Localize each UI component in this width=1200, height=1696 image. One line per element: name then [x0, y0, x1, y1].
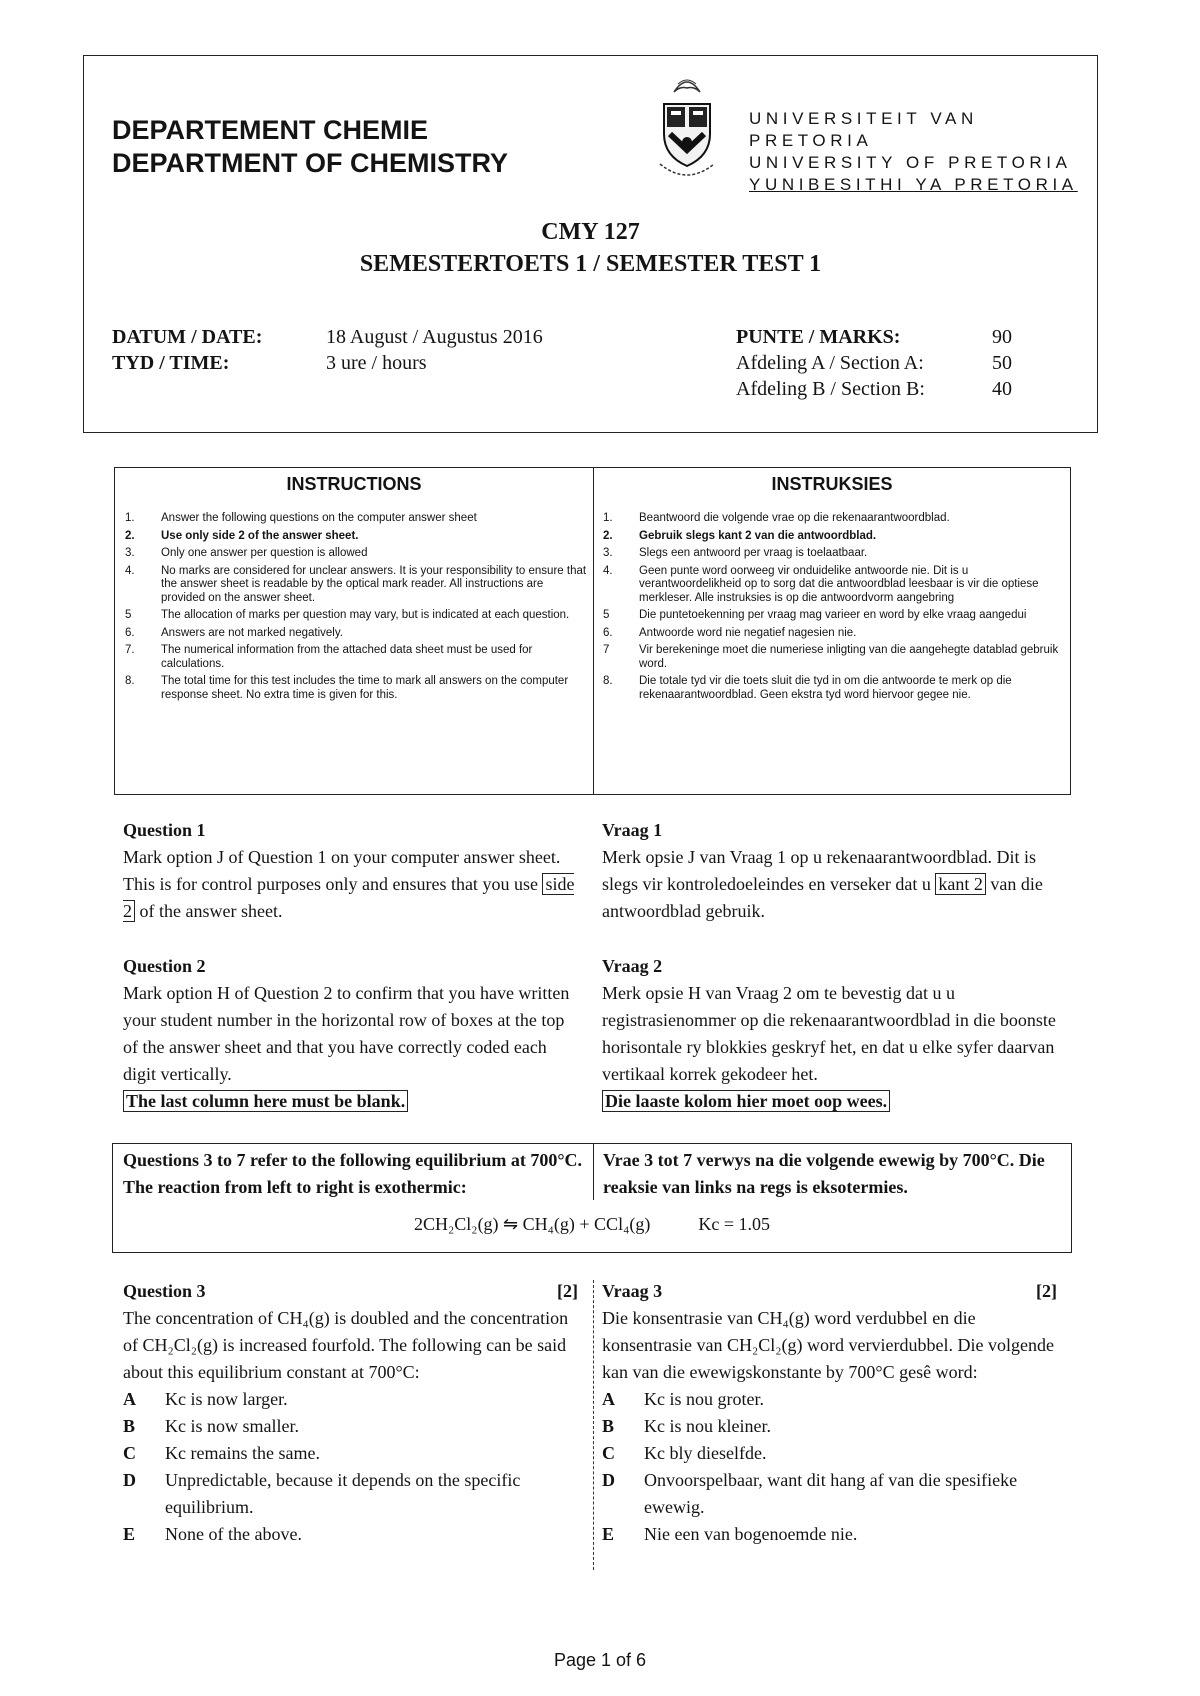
instruction-item [603, 609, 1065, 623]
column-divider [593, 1144, 594, 1200]
instruction-item [125, 530, 587, 544]
item-text: Use only side 2 of the answer sheet. [161, 529, 359, 542]
option-letter: C [123, 1443, 136, 1463]
answer-option [602, 1467, 1057, 1521]
question-header [602, 1278, 1057, 1305]
item-text: Slegs een antwoord per vraag is toelaatbaar. [639, 547, 868, 559]
column-divider [593, 468, 594, 794]
department-name [112, 114, 508, 180]
option-text: Kc is now smaller. [165, 1416, 299, 1436]
instruction-item [603, 547, 1065, 561]
text-part: Mark option J of Question 1 on your computer answer sheet. This is for control purposes only and ensures that you use [123, 847, 561, 894]
equilibrium-equation [113, 1214, 1071, 1235]
section-a-value: 50 [992, 352, 1012, 374]
instructions-list-afrikaans [603, 512, 1065, 706]
instruksies-heading: INSTRUKSIES [771, 474, 893, 494]
dept-afrikaans: DEPARTEMENT CHEMIE [112, 115, 429, 145]
options-list [123, 1386, 578, 1548]
instructions-table [114, 467, 1071, 795]
instruction-item [125, 512, 587, 526]
boxed-keyword: kant 2 [935, 873, 986, 895]
option-text: Nie een van bogenoemde nie. [644, 1524, 858, 1544]
header-box [83, 55, 1098, 433]
university-crest-icon [642, 64, 732, 184]
instruction-item [125, 547, 587, 561]
marks-value: 90 [992, 326, 1012, 348]
boxed-keyword: side 2 [123, 874, 575, 921]
option-text: Kc is now larger. [165, 1389, 288, 1409]
question-title: Question 2 [123, 956, 206, 976]
text-part: van die antwoordblad gebruik. [602, 874, 1043, 921]
item-text: The numerical information from the attached data sheet must be used for calculations. [161, 644, 533, 670]
question-3-english [123, 1278, 578, 1548]
item-text: Answer the following questions on the computer answer sheet [161, 512, 477, 524]
item-number: 3. [603, 547, 613, 559]
instruction-item [603, 675, 1065, 702]
item-number: 6. [125, 626, 135, 639]
time-value: 3 ure / hours [326, 352, 427, 374]
question-title: Question 1 [123, 820, 206, 840]
univ-afrikaans: UNIVERSITEIT VAN PRETORIA [749, 109, 978, 150]
question-3-afrikaans [602, 1278, 1057, 1548]
option-letter: C [602, 1443, 615, 1463]
item-text: No marks are considered for unclear answers. It is your responsibility to ensure that the answer sheet is readable by the optical mark reader. All instructions are provided on the answer sheet. [161, 564, 587, 604]
item-number: 2. [603, 529, 613, 542]
date-label: DATUM / DATE: [112, 326, 263, 348]
instruction-item [125, 675, 587, 702]
question-title: Vraag 3 [602, 1281, 663, 1301]
column-divider [593, 1280, 594, 1570]
question-text: Die konsentrasie van CH₄(g) word verdubbel en die konsentrasie van CH₂Cl₂(g) word vervierdubbel. Die volgende kan van die ewewigskonstante by 700°C gesê word: [602, 1308, 1054, 1382]
question-header [123, 1278, 578, 1305]
item-text: Die totale tyd vir die toets sluit die tyd in om die antwoorde te merk op die rekenaarantwoordblad. Geen ekstra tyd word hiervoor gegee nie. [639, 675, 1012, 701]
dept-english: DEPARTMENT OF CHEMISTRY [112, 148, 508, 178]
item-number: 2. [125, 529, 135, 542]
instruction-item [603, 565, 1065, 606]
item-text: Answers are not marked negatively. [161, 626, 343, 639]
marks-badge: [2] [1036, 1281, 1057, 1301]
test-title: SEMESTERTOETS 1 / SEMESTER TEST 1 [359, 251, 822, 277]
item-text: The allocation of marks per question may vary, but is indicated at each question. [161, 609, 570, 621]
marks-badge: [2] [557, 1281, 578, 1301]
question-text: Mark option H of Question 2 to confirm that you have written your student number in the horizontal row of boxes at the top of the answer sheet and that you have correctly coded each digit vertically. [123, 983, 570, 1084]
question-text [123, 844, 578, 925]
equilibrium-intro-english: Questions 3 to 7 refer to the following equilibrium at 700°C. The reaction from left to right is exothermic: [123, 1150, 583, 1197]
marks-labels [736, 324, 925, 402]
question-text: Merk opsie H van Vraag 2 om te bevestig dat u u registrasienommer op die rekenaarantwoordblad in die boonste horisontale ry blokkies geskryf het, en dat u elke syfer daarvan vertikaal korrek gekodeer het. [602, 983, 1056, 1084]
option-text: Unpredictable, because it depends on the specific equilibrium. [165, 1470, 521, 1517]
question-2-english [123, 953, 578, 1115]
answer-option [123, 1521, 578, 1548]
option-letter: B [123, 1416, 136, 1436]
option-letter: E [123, 1524, 136, 1544]
univ-english: UNIVERSITY OF PRETORIA [749, 153, 1072, 172]
answer-option [602, 1386, 1057, 1413]
date-time-values [326, 324, 543, 376]
question-text: The concentration of CH₄(g) is doubled and the concentration of CH₂Cl₂(g) is increased fourfold. The following can be said about this equilibrium constant at 700°C: [123, 1308, 569, 1382]
section-b-label: Afdeling B / Section B: [736, 378, 925, 400]
answer-option [602, 1413, 1057, 1440]
course-code: CMY 127 [541, 219, 640, 245]
item-number: 7 [603, 644, 610, 656]
option-letter: A [602, 1389, 615, 1409]
date-value: 18 August / Augustus 2016 [326, 326, 543, 348]
item-number: 4. [125, 564, 135, 577]
answer-option [123, 1413, 578, 1440]
kc-value: Kc = 1.05 [698, 1214, 770, 1234]
instruction-item [603, 644, 1065, 671]
item-number: 6. [603, 626, 613, 639]
question-title: Vraag 2 [602, 956, 663, 976]
option-text: None of the above. [165, 1524, 302, 1544]
item-number: 7. [125, 644, 135, 656]
option-text: Kc remains the same. [165, 1443, 320, 1463]
question-2-afrikaans [602, 953, 1064, 1115]
time-label: TYD / TIME: [112, 352, 230, 374]
answer-option [123, 1467, 578, 1521]
options-list [602, 1386, 1057, 1548]
item-text: Vir berekeninge moet die numeriese inligting van die aangehegte datablad gebruik word. [639, 644, 1059, 670]
boxed-note: Die laaste kolom hier moet oop wees. [602, 1090, 890, 1112]
item-number: 3. [125, 547, 135, 559]
option-letter: A [123, 1389, 136, 1409]
item-text: Antwoorde word nie negatief nagesien nie. [639, 626, 857, 639]
item-text: Beantwoord die volgende vrae op die rekenaarantwoordblad. [639, 512, 950, 524]
option-text: Kc is nou kleiner. [644, 1416, 771, 1436]
text-part: of the answer sheet. [135, 901, 283, 921]
univ-sepedi: YUNIBESITHI YA PRETORIA [749, 175, 1078, 194]
item-number: 5 [125, 609, 132, 621]
instruction-item [125, 644, 587, 671]
instruction-item [125, 627, 587, 641]
marks-values [992, 324, 1012, 402]
university-name [749, 108, 1097, 196]
answer-option [602, 1440, 1057, 1467]
answer-option [123, 1386, 578, 1413]
item-number: 8. [603, 675, 613, 687]
text-part: Merk opsie J van Vraag 1 op u rekenaarantwoordblad. Dit is slegs vir kontroledoeleindes en verseker dat u [602, 847, 1036, 894]
item-text: Die puntetoekenning per vraag mag varieer en word by elke vraag aangedui [639, 609, 1027, 621]
question-text [602, 844, 1064, 925]
instruction-item [603, 512, 1065, 526]
marks-label: PUNTE / MARKS: [736, 326, 901, 348]
question-1-afrikaans [602, 817, 1064, 925]
date-time-labels [112, 324, 262, 376]
item-text: Only one answer per question is allowed [161, 547, 368, 559]
item-text: The total time for this test includes the time to mark all answers on the computer response sheet. No extra time is given for this. [161, 675, 569, 701]
item-number: 1. [603, 512, 613, 524]
option-letter: D [602, 1470, 615, 1490]
instructions-list-english [125, 512, 587, 706]
page-number: Page 1 of 6 [553, 1650, 647, 1670]
instruction-item [125, 609, 587, 623]
item-number: 4. [603, 564, 613, 577]
instructions-heading: INSTRUCTIONS [286, 474, 422, 494]
section-a-label: Afdeling A / Section A: [736, 352, 924, 374]
instruction-item [603, 627, 1065, 641]
item-number: 5 [603, 609, 610, 621]
question-1-english [123, 817, 578, 925]
section-b-value: 40 [992, 378, 1012, 400]
option-text: Kc bly dieselfde. [644, 1443, 767, 1463]
question-title: Vraag 1 [602, 820, 663, 840]
option-text: Kc is nou groter. [644, 1389, 764, 1409]
option-letter: D [123, 1470, 136, 1490]
answer-option [602, 1521, 1057, 1548]
question-title: Question 3 [123, 1281, 206, 1301]
item-text: Gebruik slegs kant 2 van die antwoordblad. [639, 529, 877, 542]
instruction-item [603, 530, 1065, 544]
instruction-item [125, 565, 587, 606]
option-text: Onvoorspelbaar, want dit hang af van die spesifieke ewewig. [644, 1470, 1018, 1517]
option-letter: E [602, 1524, 615, 1544]
boxed-note: The last column here must be blank. [123, 1090, 408, 1112]
answer-option [123, 1440, 578, 1467]
item-number: 8. [125, 675, 135, 687]
equilibrium-box [112, 1143, 1072, 1253]
reaction-equation: 2CH₂Cl₂(g) ⇋ CH₄(g) + CCl₄(g) [414, 1214, 651, 1234]
item-number: 1. [125, 512, 135, 524]
item-text: Geen punte word oorweeg vir onduidelike antwoorde nie. Dit is u verantwoordelikheid op to sorg dat die antwoordblad leesbaar is vir die optiese merkleser. Alle instruksies is op die antwoordvorm aangebring [639, 564, 1039, 604]
option-letter: B [602, 1416, 615, 1436]
equilibrium-intro-afrikaans: Vrae 3 tot 7 verwys na die volgende ewewig by 700°C. Die reaksie van links na regs is eksotermies. [603, 1150, 1045, 1197]
